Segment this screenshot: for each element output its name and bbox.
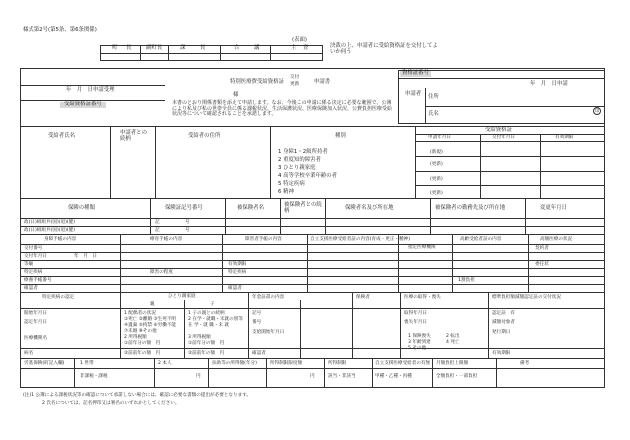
form-title: 特別医療費受給資格証 — [230, 79, 284, 85]
receipt-date: 年 月 日申請受理 — [66, 87, 115, 93]
hb-h5: 指定医療機関 — [408, 245, 436, 250]
ft-sub-2: 円 — [196, 374, 201, 379]
hb-check: 確認者 — [228, 286, 242, 291]
sp-paid: 保険者 — [356, 295, 370, 300]
sp-parent: 親 — [150, 302, 155, 307]
ft-4: 扶助等の所得額(年分) — [212, 361, 257, 366]
sp-title: 特定疾病の認定 — [42, 295, 75, 300]
ft-3: 2 本人 — [158, 361, 172, 366]
ins-symbol-1: 記 — [155, 220, 160, 225]
ins-number: 保険証記号番号 — [165, 205, 203, 211]
hb-valid: 有効期限 — [228, 262, 247, 267]
hb-ratio: 1割負担 — [458, 278, 475, 283]
approval-h4: 課 — [180, 45, 186, 51]
ft-7: 自立支援医療受給者の有無 — [375, 361, 431, 366]
sp-parent-3: ④遺棄 ⑤拘禁 ⑥労働不能 — [124, 323, 177, 328]
kind-5: 5 特定疾病 — [278, 181, 305, 187]
title-issue: 交付 — [290, 75, 300, 80]
ft-5: 所得制限限度額 — [270, 361, 303, 366]
ins-change: 変更年月日 — [540, 205, 567, 211]
sp-medical: 医療の取得・喪失 — [404, 295, 441, 300]
sp-parent-7: ②前前年の額 円 — [124, 351, 161, 356]
sp-single: ひとり親家庭 — [168, 294, 196, 299]
title-renew: 更新 — [290, 82, 300, 87]
sp-parent-1: 1 配偶者の状況 — [124, 311, 156, 316]
hb-h4: 自立支援医療受給者証の内容(育成・更正・精神) — [310, 237, 411, 242]
ft-2: 1 世帯 — [80, 361, 94, 366]
sp-label-2: 認定年月日 — [24, 320, 47, 325]
hb-tokutei: 特定疾病 — [228, 270, 247, 275]
sp-parent-4: ⑦未婚 ⑧その他 — [124, 329, 157, 334]
hb-l6: 確認者 — [24, 286, 38, 291]
sp-check: 確認者 — [252, 351, 266, 356]
cert-status-3: (更新) — [430, 177, 443, 182]
recipient-addr: 受給者の住所 — [188, 133, 221, 139]
hb-family: 委任状 — [535, 262, 549, 267]
hb-obstacle: 障害の程度 — [150, 270, 173, 275]
sp-reason-5: 5 その他 — [408, 346, 427, 351]
sp-child-5: ①前年分の額 円 — [188, 341, 225, 346]
kind-1: 1 身障1・2級所持者 — [278, 149, 328, 155]
title-suffix: 申請書 — [314, 79, 331, 85]
approval-side-note: 決裁の上、申請者に受給資格証を交付してよいか伺う — [330, 43, 438, 55]
ft-8: 月額負担上限額 — [436, 361, 469, 366]
hb-l1: 交付番号 — [24, 246, 43, 251]
cert-col-3: 有効期限 — [555, 135, 574, 140]
sp-lost: 喪失年月日 — [404, 320, 427, 325]
approval-h7: 議 — [254, 45, 260, 51]
ins-type: 保険の種類 — [68, 205, 95, 211]
ins-symbol-2: 記 — [155, 228, 160, 233]
sp-payday: 取得年月日 — [404, 311, 427, 316]
greeting: 様 — [233, 92, 239, 98]
kind-6: 6 精神 — [278, 189, 294, 195]
approval-h3: 副町長 — [146, 45, 163, 51]
sp-child-2: 2 在学・就職・未就の別等 — [188, 317, 243, 322]
seal-icon: 印 — [594, 109, 600, 114]
hb-l3: 等級 — [24, 262, 34, 267]
sp-parent-5: 2 所得税額 — [124, 335, 147, 340]
note-1: (注)1 公簿による課税状況等の確認について承諾しない場合には、確認に必要な書類の提出が必要となります。 — [23, 393, 252, 398]
sp-child-3: 在 学・就 職・未 就 — [188, 323, 230, 328]
kind-3: 3 ひとり親家庭 — [278, 165, 316, 171]
sp-status-3: 発行期日 — [492, 330, 511, 335]
kind-label: 種別 — [335, 133, 346, 139]
ft-sub-3: 円 — [310, 374, 315, 379]
cert-label: 受給資格証 — [485, 127, 512, 133]
ins-benefit: 被保険者の勤務先及び所在地 — [435, 205, 506, 211]
surface-note: (表面) — [292, 37, 307, 43]
ins-address: 保険者名及び所在地 — [345, 205, 394, 211]
hb-h3: 障害者手帳の内容 — [245, 237, 282, 242]
sp-reason-2: 2 転出 — [446, 334, 460, 339]
sp-child-4: 3 所得税額 — [188, 335, 211, 340]
hb-l2: 交付年月日 — [24, 254, 47, 259]
hb-h6: 高齢受給者証の内容 — [460, 237, 502, 242]
hb-h1: 身障手帳の内容 — [44, 237, 77, 242]
sp-parent-2: ①死亡 ②離婚 ③生死不明 — [124, 317, 177, 322]
relation: 申請者との続柄 — [120, 130, 147, 142]
ft-6: 所得制限 — [328, 361, 347, 366]
sp-child: 子 — [210, 302, 215, 307]
body-text: 本書のとおり関係書類を添えて申請します。なお、今後この申請に係る決定に必要な範囲で、公簿により私及び私の世帯全員に係る課税状況、生活保護状況、医療保険加入状況、公費負担医療受給状況等について確認されることを承諾します。 — [172, 100, 393, 117]
approval-h8: 主 — [291, 45, 297, 51]
cert-col-2: 交付年月日 — [492, 135, 515, 140]
ins-no-2: 号 — [185, 228, 190, 233]
approval-h9: 査 — [303, 45, 309, 51]
hb-h7: 高額医療の状況 — [540, 237, 573, 242]
approval-h1: 町 — [112, 45, 118, 51]
cert-status-4: (更新) — [430, 191, 443, 196]
sp-start: 支給開始年月日 — [252, 330, 285, 335]
ft-1: 労基保険(町記入欄) — [24, 361, 65, 366]
sp-kind: 記号 — [252, 311, 262, 316]
ins-insured: 被保険者名 — [237, 205, 264, 211]
ins-row-1: 政(日)組組共(国)(退)(健) — [24, 220, 76, 225]
sp-status-4: 有効期限 — [492, 351, 511, 356]
hb-l4: 特定疾病 — [24, 270, 43, 275]
sp-cert-status: 標準負担額減額認定証の交付状況 — [492, 295, 561, 300]
kind-4: 4 高等学校卒業年齢の者 — [278, 173, 338, 179]
sp-reason-1: 1 保険喪失 — [408, 334, 431, 339]
ins-relation: 被保険者との続柄 — [284, 202, 322, 214]
sp-status-2: 減額対象者 — [492, 320, 515, 325]
sp-reason-4: 4 死亡 — [446, 340, 460, 345]
addr-label: 住所 — [428, 94, 439, 100]
recipient-name: 受給者氏名 — [48, 133, 75, 139]
sp-label-3: 医療機関名 — [24, 336, 47, 341]
name-label: 氏名 — [428, 111, 439, 117]
hb-h2: 療育手帳の内容 — [150, 237, 183, 242]
sp-parent-6: ①前年分の額 円 — [124, 341, 161, 346]
sp-annual: 年金証書の内容 — [252, 295, 285, 300]
approval-h2: 長 — [126, 45, 132, 51]
ins-row-2: 政(日)組組共(国)(退)(健) — [24, 228, 76, 233]
cert-no-label: 受給資格証番号 — [60, 102, 106, 108]
ins-no-1: 号 — [185, 220, 190, 225]
approval-h6: 合 — [234, 45, 240, 51]
sp-status-1: 認定証 有 — [492, 311, 515, 316]
kind-2: 2 重度知的障害者 — [278, 157, 321, 163]
note-2: 2 氏名については、記名押印又は署名のいずれかとしてください。 — [42, 401, 180, 406]
ft-sub-5: 甲種・乙種・丙種 — [375, 374, 412, 379]
applicant-label: 申請者 — [405, 91, 422, 97]
hb-ymd: 年 月 日 — [74, 254, 97, 259]
sp-child-1: 1 子の親との続柄 — [188, 311, 225, 316]
hb-contract: 契約者 — [535, 246, 549, 251]
cert-status-2: (更新) — [430, 162, 443, 167]
form-id: 様式第2号(第5条、第6条関係) — [23, 27, 97, 33]
sp-label-1: 開始年月日 — [24, 311, 47, 316]
ft-sub-1: 非課税・課税 — [80, 374, 108, 379]
sp-reason-3: 3 年齢到達 — [408, 340, 431, 345]
sp-no: 番号 — [252, 320, 262, 325]
sp-child-6: ②前前年の額 円 — [188, 351, 225, 356]
right-cert-no: 資格証番号 — [402, 70, 429, 76]
cert-status-1: (新規) — [430, 150, 443, 155]
sp-label-4: 病名 — [24, 351, 34, 356]
ft-sub-6: 全額負担・一部負担 — [436, 374, 478, 379]
ft-sub-4: 該当・非該当 — [328, 374, 356, 379]
apply-date: 年 月 日申請 — [530, 81, 568, 87]
ft-9: 備考 — [520, 361, 530, 366]
hb-l5: 療養手帳番号 — [24, 278, 52, 283]
approval-h5: 長 — [200, 45, 206, 51]
cert-col-1: 申請年月日 — [428, 135, 451, 140]
